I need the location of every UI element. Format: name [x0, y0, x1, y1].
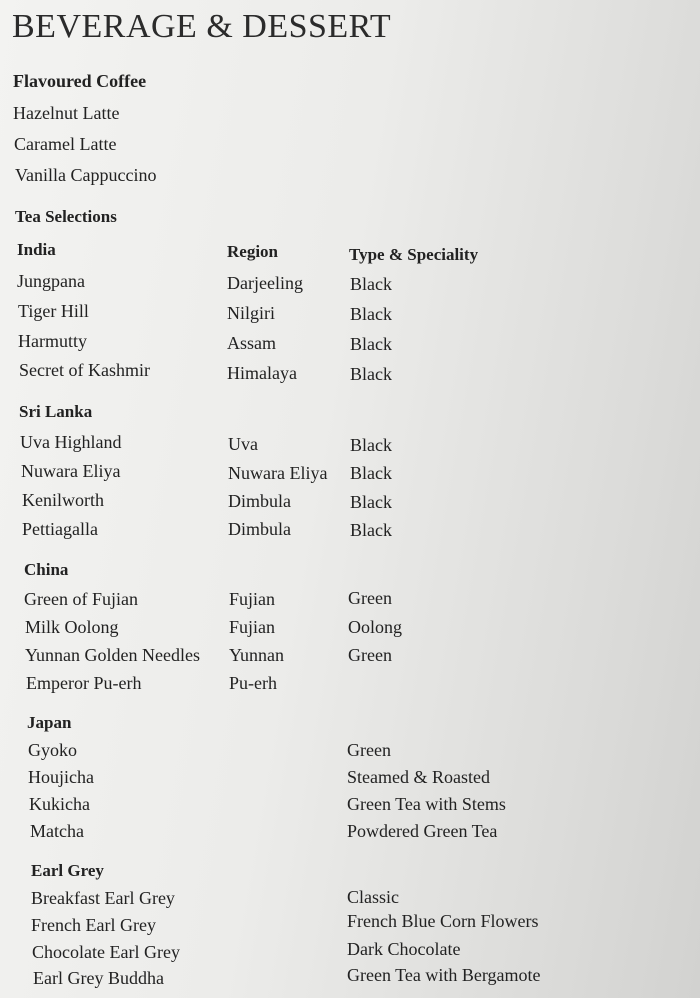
tea-name: Earl Grey Buddha	[33, 968, 164, 988]
tea-heading: Tea Selections	[15, 207, 117, 226]
tea-name: Gyoko	[28, 740, 77, 760]
tea-region: Himalaya	[227, 363, 297, 383]
tea-region: Darjeeling	[227, 273, 303, 293]
section-india: India	[17, 240, 56, 259]
tea-name: Kukicha	[29, 794, 90, 814]
column-header-region: Region	[227, 242, 278, 261]
tea-region: Uva	[228, 434, 258, 454]
tea-type: Black	[350, 492, 392, 512]
tea-name: Yunnan Golden Needles	[25, 645, 200, 665]
section-sri-lanka: Sri Lanka	[19, 402, 93, 421]
page-title: BEVERAGE & DESSERT	[12, 8, 392, 45]
coffee-item: Vanilla Cappuccino	[15, 165, 157, 185]
tea-region: Dimbula	[228, 519, 291, 539]
tea-type: Classic	[347, 887, 399, 907]
tea-name: Uva Highland	[20, 432, 122, 452]
tea-region: Pu-erh	[229, 673, 277, 693]
tea-region: Fujian	[229, 589, 276, 609]
tea-type: Steamed & Roasted	[347, 767, 490, 787]
tea-region: Yunnan	[229, 645, 284, 665]
tea-name: Chocolate Earl Grey	[32, 942, 180, 962]
tea-name: French Earl Grey	[31, 915, 156, 935]
coffee-item: Hazelnut Latte	[13, 103, 120, 123]
tea-type: Green Tea with Bergamote	[347, 965, 541, 985]
tea-name: Houjicha	[28, 767, 94, 787]
tea-name: Secret of Kashmir	[19, 360, 150, 380]
tea-type: Black	[350, 304, 392, 324]
tea-type: Dark Chocolate	[347, 939, 461, 959]
tea-type: Black	[350, 463, 392, 483]
tea-type: Black	[350, 274, 392, 294]
tea-type: French Blue Corn Flowers	[347, 911, 539, 931]
tea-name: Tiger Hill	[18, 301, 89, 321]
coffee-heading: Flavoured Coffee	[13, 71, 147, 91]
tea-name: Breakfast Earl Grey	[31, 888, 175, 908]
tea-name: Pettiagalla	[22, 519, 98, 539]
tea-type: Black	[350, 435, 392, 455]
tea-type: Green	[348, 588, 392, 608]
tea-name: Nuwara Eliya	[21, 461, 121, 481]
tea-region: Fujian	[229, 617, 276, 637]
tea-name: Jungpana	[17, 271, 85, 291]
section-japan: Japan	[27, 713, 72, 732]
tea-type: Black	[350, 334, 392, 354]
tea-type: Black	[350, 364, 392, 384]
tea-region: Dimbula	[228, 491, 291, 511]
tea-region: Nilgiri	[227, 303, 275, 323]
tea-type: Green Tea with Stems	[347, 794, 506, 814]
tea-type: Powdered Green Tea	[347, 821, 498, 841]
tea-type: Green	[348, 645, 392, 665]
tea-name: Emperor Pu-erh	[26, 673, 142, 693]
column-header-type: Type & Speciality	[349, 245, 479, 264]
tea-name: Harmutty	[18, 331, 87, 351]
coffee-item: Caramel Latte	[14, 134, 117, 154]
tea-type: Green	[347, 740, 391, 760]
tea-name: Kenilworth	[22, 490, 104, 510]
tea-name: Green of Fujian	[24, 589, 138, 609]
tea-type: Black	[350, 520, 392, 540]
section-china: China	[24, 560, 69, 579]
tea-name: Milk Oolong	[25, 617, 119, 637]
tea-region: Assam	[227, 333, 276, 353]
section-earl-grey: Earl Grey	[31, 861, 104, 880]
tea-type: Oolong	[348, 617, 402, 637]
tea-region: Nuwara Eliya	[228, 463, 328, 483]
tea-name: Matcha	[30, 821, 84, 841]
